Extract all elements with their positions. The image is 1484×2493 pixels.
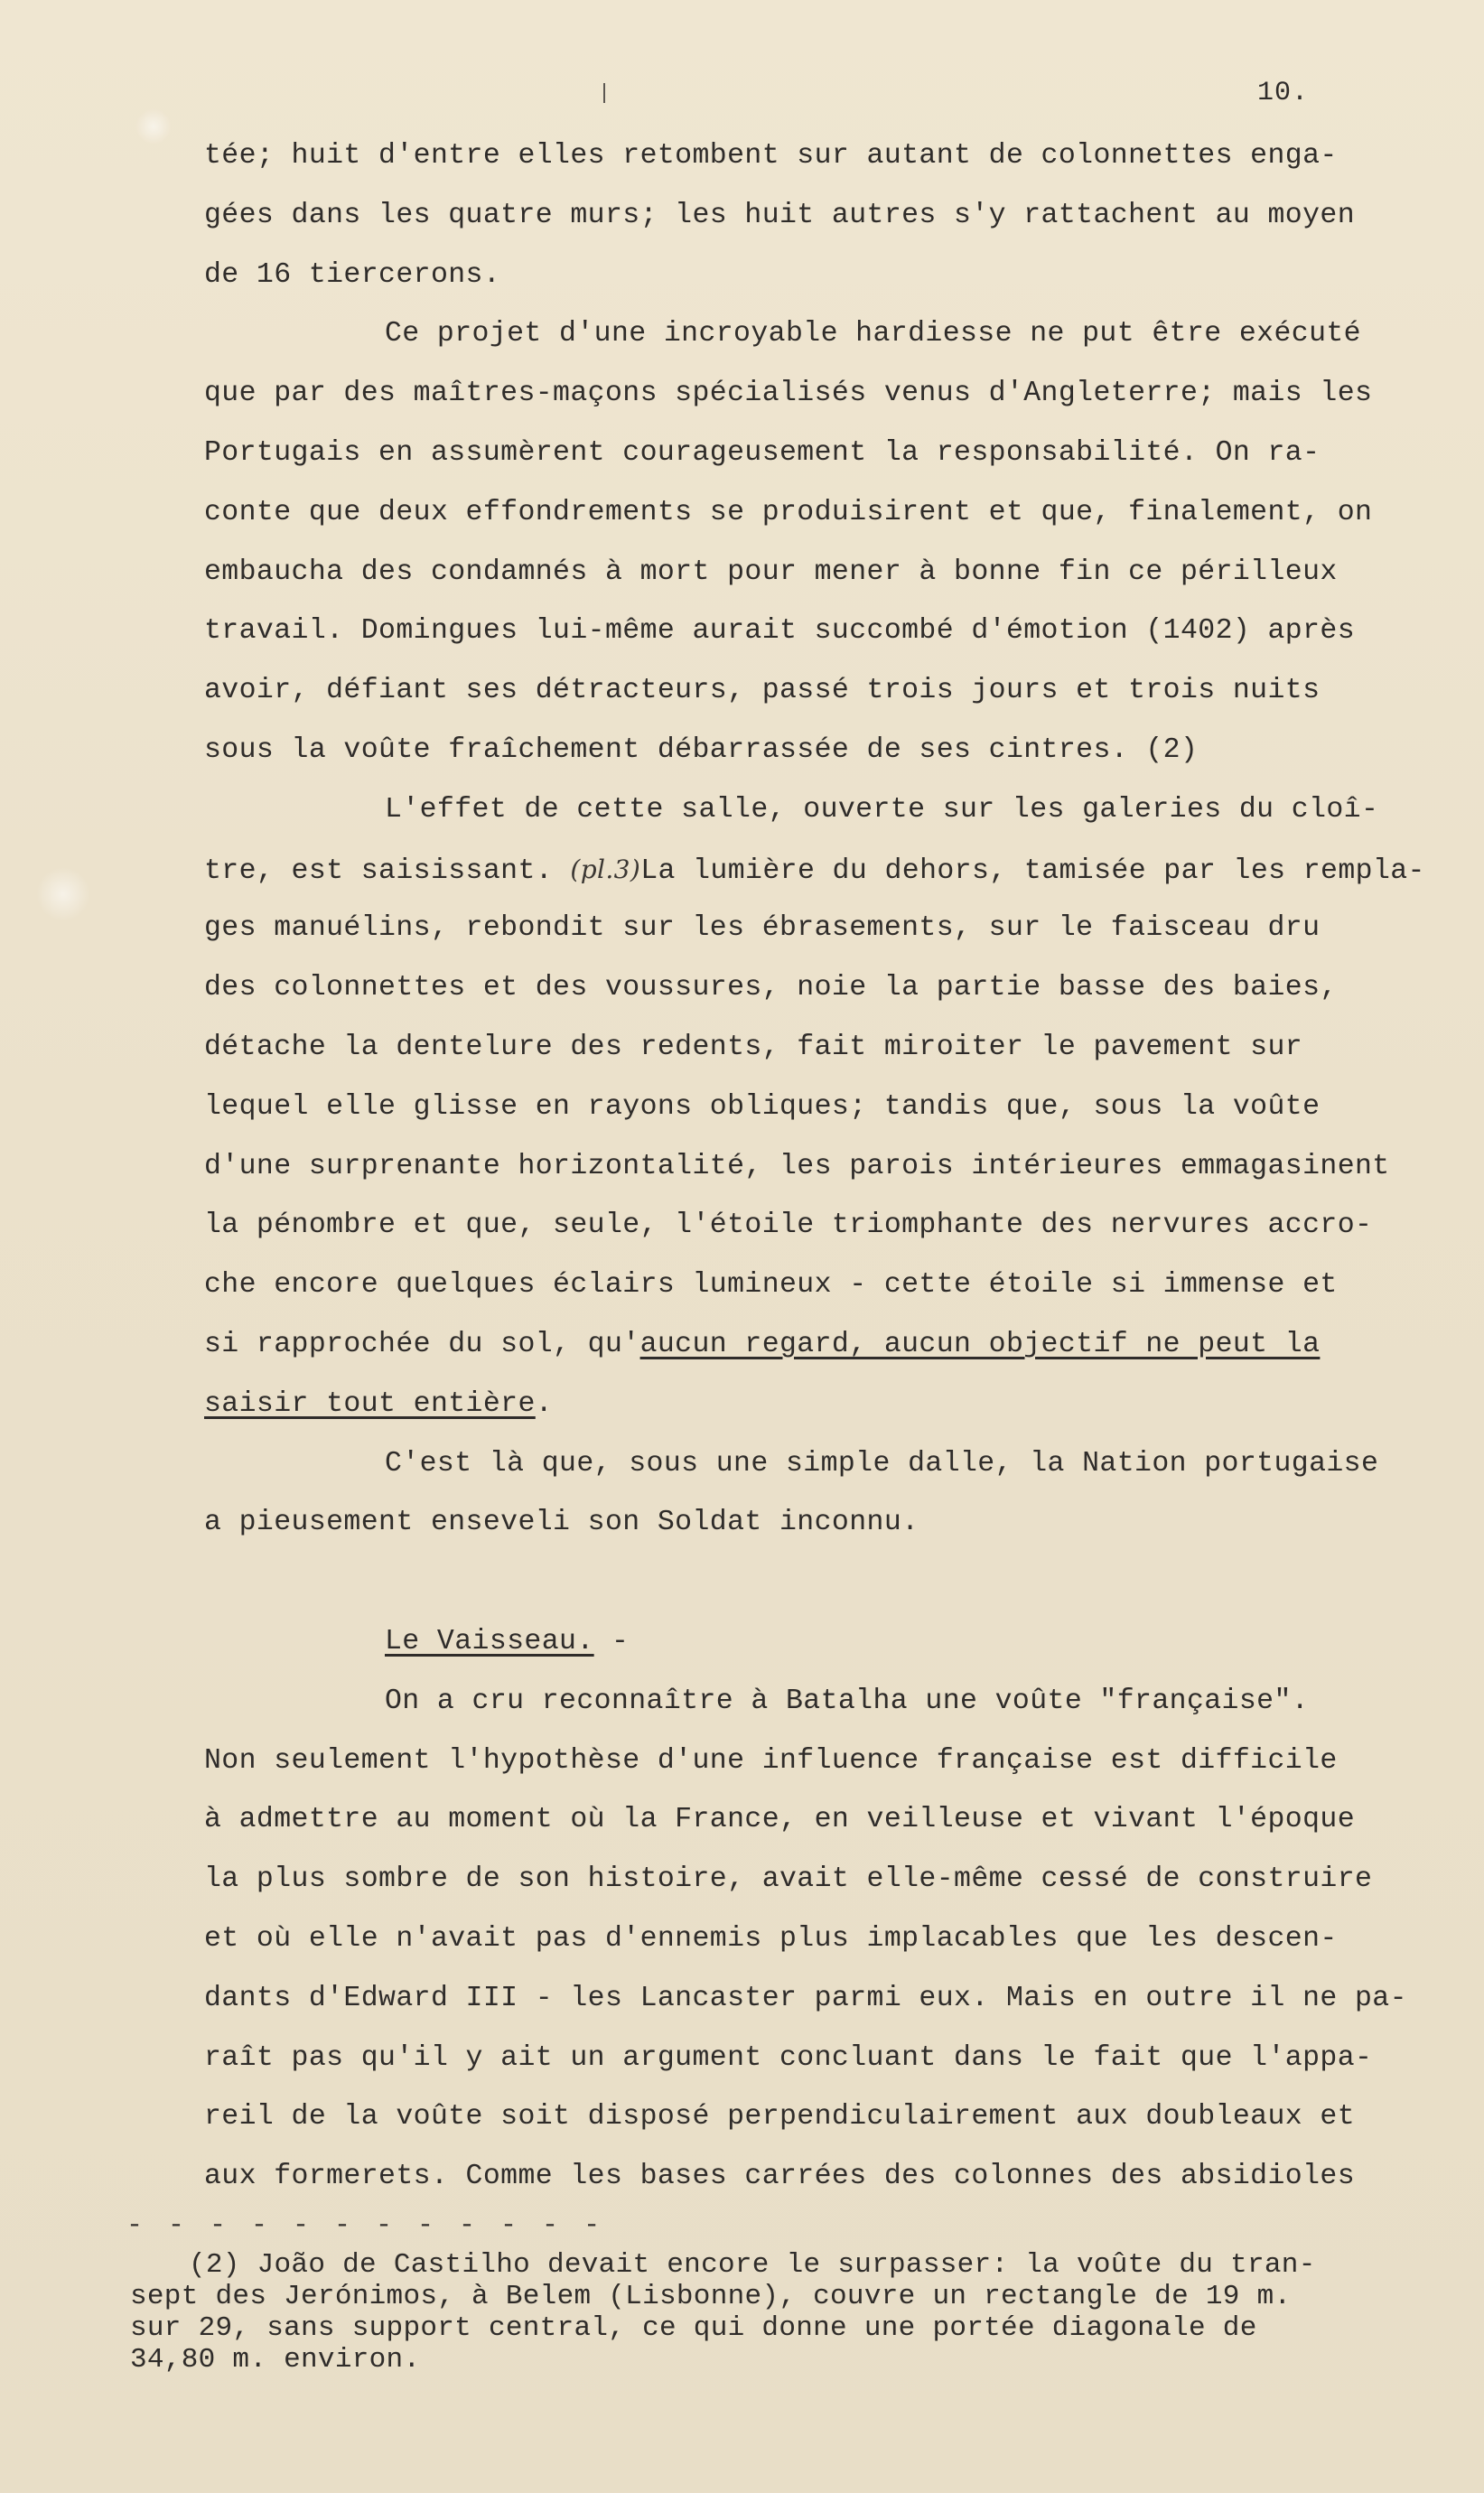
footnote-line: (2) João de Castilho devait encore le surpasser: la voûte du tran- <box>189 2249 1316 2281</box>
line-text: tre, est saisissant. <box>204 854 571 887</box>
text-line: che encore quelques éclairs lumineux - cette étoile si immense et <box>204 1269 1338 1302</box>
text-line: lequel elle glisse en rayons obliques; tandis que, sous la voûte <box>204 1090 1321 1123</box>
text-line: Non seulement l'hypothèse d'une influence française est difficile <box>204 1744 1338 1777</box>
text-line: sous la voûte fraîchement débarrassée de ses cintres. (2) <box>204 733 1199 766</box>
text-line: que par des maîtres-maçons spécialisés venus d'Angleterre; mais les <box>204 378 1373 410</box>
text-line: d'une surprenante horizontalité, les parois intérieures emmagasinent <box>204 1150 1390 1182</box>
text-line: ges manuélins, rebondit sur les ébrasements, sur le faisceau dru <box>204 912 1321 945</box>
text-line: à admettre au moment où la France, en veilleuse et vivant l'époque <box>204 1804 1356 1836</box>
text-line: gées dans les quatre murs; les huit autres s'y rattachent au moyen <box>204 199 1356 231</box>
footnote-separator: - - - - - - - - - - - - <box>126 2210 605 2241</box>
text-line: tée; huit d'entre elles retombent sur autant de colonnettes enga- <box>204 140 1338 172</box>
text-line: la plus sombre de son histoire, avait elle-même cessé de construire <box>204 1863 1373 1896</box>
line-text: . <box>535 1387 554 1420</box>
paper-stain <box>36 867 90 921</box>
section-heading: Le Vaisseau. <box>385 1625 594 1657</box>
text-line <box>204 1612 1460 1672</box>
footnote <box>130 2249 1431 2376</box>
text-line: Portugais en assumèrent courageusement la responsabilité. On ra- <box>204 436 1321 469</box>
paper-stain <box>135 108 172 145</box>
footnote-line: sur 29, sans support central, ce qui donne une portée diagonale de <box>130 2312 1257 2344</box>
handwritten-annotation: (pl.3) <box>570 854 641 884</box>
text-line <box>204 1553 1460 1612</box>
body-text <box>204 126 1460 2207</box>
text-line: Ce projet d'une incroyable hardiesse ne put être exécuté <box>385 318 1361 350</box>
line-text: si rapprochée du sol, qu' <box>204 1328 640 1360</box>
text-line: dants d'Edward III - les Lancaster parmi eux. Mais en outre il ne pa- <box>204 1982 1407 2014</box>
text-line: a pieusement enseveli son Soldat inconnu. <box>204 1507 919 1539</box>
text-line: embaucha des condamnés à mort pour mener à bonne fin ce périlleux <box>204 556 1338 588</box>
heading-suffix: - <box>593 1625 630 1657</box>
text-line <box>204 840 1460 900</box>
text-line: conte que deux effondrements se produisirent et que, finalement, on <box>204 496 1373 528</box>
footnote-line: 34,80 m. environ. <box>130 2344 421 2376</box>
underlined-text: saisir tout entière <box>204 1387 536 1420</box>
text-line: L'effet de cette salle, ouverte sur les galeries du cloî- <box>385 793 1379 826</box>
text-line: avoir, défiant ses détracteurs, passé trois jours et trois nuits <box>204 675 1321 707</box>
pencil-tick-mark <box>603 83 605 103</box>
text-line: C'est là que, sous une simple dalle, la Nation portugaise <box>385 1447 1379 1480</box>
text-line: aux formerets. Comme les bases carrées des colonnes des absidioles <box>204 2161 1356 2193</box>
text-line <box>204 1315 1460 1375</box>
line-text: La lumière du dehors, tamisée par les rempla- <box>640 854 1425 887</box>
text-line: de 16 tiercerons. <box>204 258 501 291</box>
text-line <box>204 1375 1460 1434</box>
page-number: 10. <box>1257 78 1310 108</box>
text-line: raît pas qu'il y ait un argument concluant dans le fait que l'appa- <box>204 2041 1373 2074</box>
text-line: la pénombre et que, seule, l'étoile triomphante des nervures accro- <box>204 1209 1373 1242</box>
underlined-text: aucun regard, aucun objectif ne peut la <box>639 1328 1321 1360</box>
text-line: détache la dentelure des redents, fait miroiter le pavement sur <box>204 1031 1303 1063</box>
text-line: des colonnettes et des voussures, noie la partie basse des baies, <box>204 972 1338 1004</box>
text-line: On a cru reconnaître à Batalha une voûte "française". <box>385 1685 1310 1717</box>
text-line: et où elle n'avait pas d'ennemis plus implacables que les descen- <box>204 1922 1338 1955</box>
text-line: travail. Domingues lui-même aurait succombé d'émotion (1402) après <box>204 615 1356 648</box>
text-line: reil de la voûte soit disposé perpendiculairement aux doubleaux et <box>204 2101 1356 2134</box>
footnote-line: sept des Jerónimos, à Belem (Lisbonne), couvre un rectangle de 19 m. <box>130 2281 1292 2312</box>
